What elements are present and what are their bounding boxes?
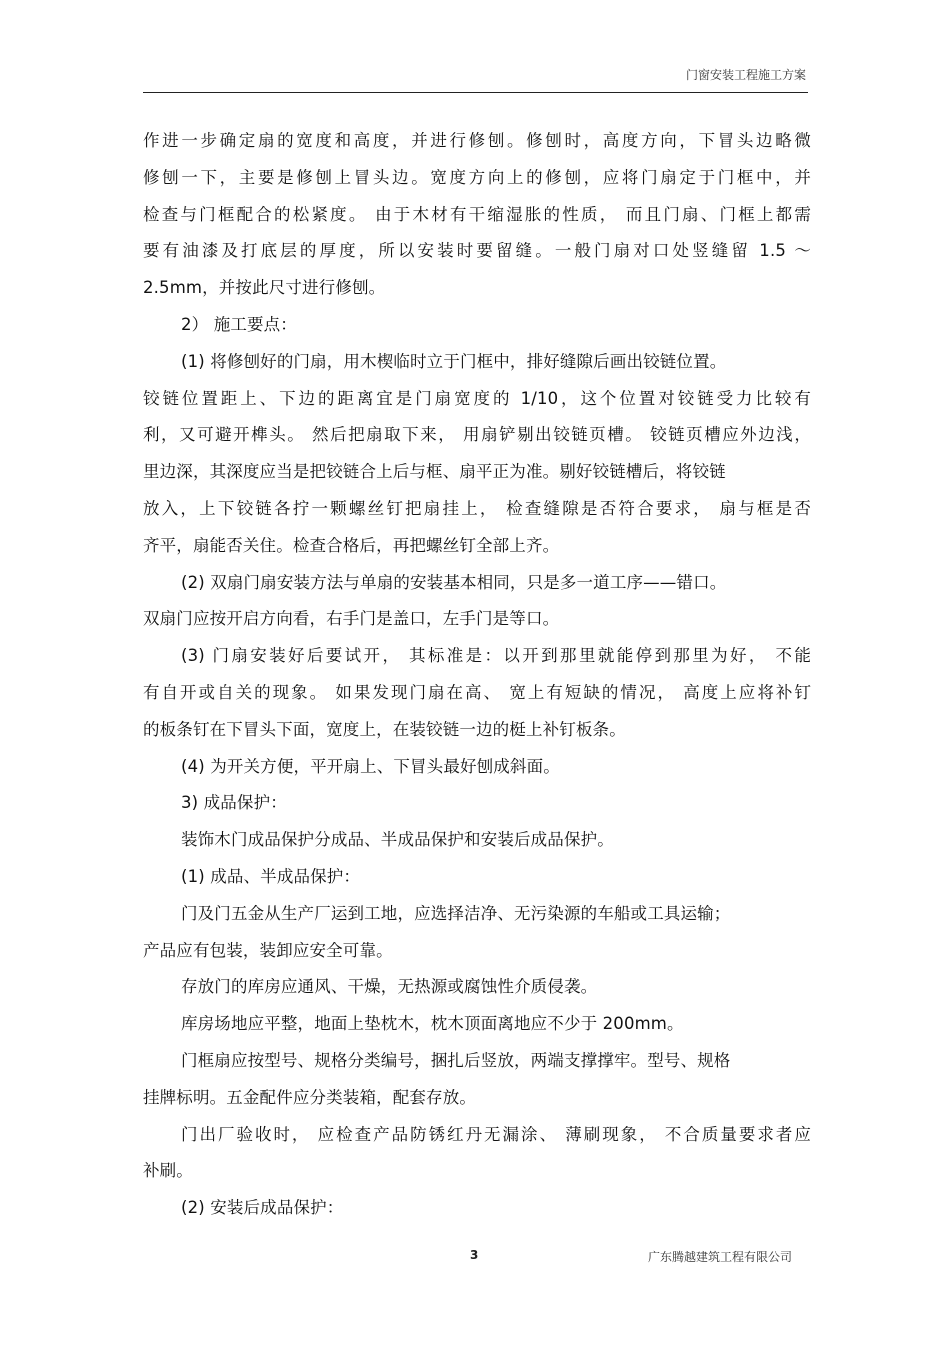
text-line: 双扇门应按开启方向看，右手门是盖口，左手门是等口。 <box>143 609 560 629</box>
section-heading: 3) 成品保护： <box>181 793 287 813</box>
text-line: (3) 门扇安装好后要试开， 其标准是：以开到那里就能停到那里为好， 不能 <box>181 646 811 666</box>
text-line: 放入，上下铰链各拧一颗螺丝钉把扇挂上， 检查缝隙是否符合要求， 扇与框是否 <box>143 498 811 518</box>
text-line: 修刨一下，主要是修刨上冒头边。宽度方向上的修刨，应将门扇定于门框中，并 <box>143 167 811 187</box>
company-name: 广东腾越建筑工程有限公司 <box>647 1250 792 1264</box>
text-line: 利，又可避开榫头。 然后把扇取下来， 用扇铲剔出铰链页槽。 铰链页槽应外边浅， <box>143 425 811 445</box>
text-line: 装饰木门成品保护分成品、半成品保护和安装后成品保护。 <box>181 830 614 850</box>
text-line: 铰链位置距上、下边的距离宜是门扇宽度的 1/10，这个位置对铰链受力比较有 <box>143 388 811 408</box>
text-line: 门框扇应按型号、规格分类编号，捆扎后竖放，两端支撑撑牢。型号、规格 <box>181 1050 731 1070</box>
text-line: 门出厂验收时， 应检查产品防锈红丹无漏涂、 薄刷现象， 不合质量要求者应 <box>181 1124 811 1144</box>
text-line: 齐平，扇能否关住。检查合格后，再把螺丝钉全部上齐。 <box>143 535 560 555</box>
page-header <box>143 62 808 93</box>
text-line: 存放门的库房应通风、干燥，无热源或腐蚀性介质侵袭。 <box>181 977 598 997</box>
section-heading: 2） 施工要点： <box>181 314 297 334</box>
text-line: 要有油漆及打底层的厚度，所以安装时要留缝。一般门扇对口处竖缝留 1.5 ～ <box>143 241 811 261</box>
text-line: 门及门五金从生产厂运到工地，应选择洁净、无污染源的车船或工具运输； <box>181 903 731 923</box>
document-title: 门窗安装工程施工方案 <box>685 68 806 82</box>
subsection-heading: (1) 成品、半成品保护： <box>181 866 361 886</box>
text-line: 产品应有包装，装卸应安全可靠。 <box>143 940 393 960</box>
text-line: 检查与门框配合的松紧度。 由于木材有干缩湿胀的性质， 而且门扇、门框上都需 <box>143 204 811 224</box>
page-number: 3 <box>470 1248 479 1262</box>
text-line: 有自开或自关的现象。 如果发现门扇在高、 宽上有短缺的情况， 高度上应将补钉 <box>143 682 811 702</box>
text-line: (2) 双扇门扇安装方法与单扇的安装基本相同，只是多一道工序——错口。 <box>181 572 727 592</box>
body-text <box>143 123 811 1227</box>
text-line: 库房场地应平整，地面上垫枕木，枕木顶面离地应不少于 200mm。 <box>181 1014 684 1034</box>
text-line: (4) 为开关方便，平开扇上、下冒头最好刨成斜面。 <box>181 756 560 776</box>
text-line: 补刷。 <box>143 1161 193 1181</box>
text-line: (1) 将修刨好的门扇，用木楔临时立于门框中，排好缝隙后画出铰链位置。 <box>181 351 727 371</box>
subsection-heading: (2) 安装后成品保护： <box>181 1198 344 1218</box>
text-line: 的板条钉在下冒头下面，宽度上，在装铰链一边的梃上补钉板条。 <box>143 719 626 739</box>
text-line: 里边深，其深度应当是把铰链合上后与框、扇平正为准。剔好铰链槽后，将铰链 <box>143 462 726 482</box>
text-line: 挂牌标明。五金配件应分类装箱，配套存放。 <box>143 1087 476 1107</box>
text-line: 作进一步确定扇的宽度和高度，并进行修刨。修刨时，高度方向，下冒头边略微 <box>143 131 811 150</box>
text-line: 2.5mm，并按此尺寸进行修刨。 <box>143 278 386 298</box>
